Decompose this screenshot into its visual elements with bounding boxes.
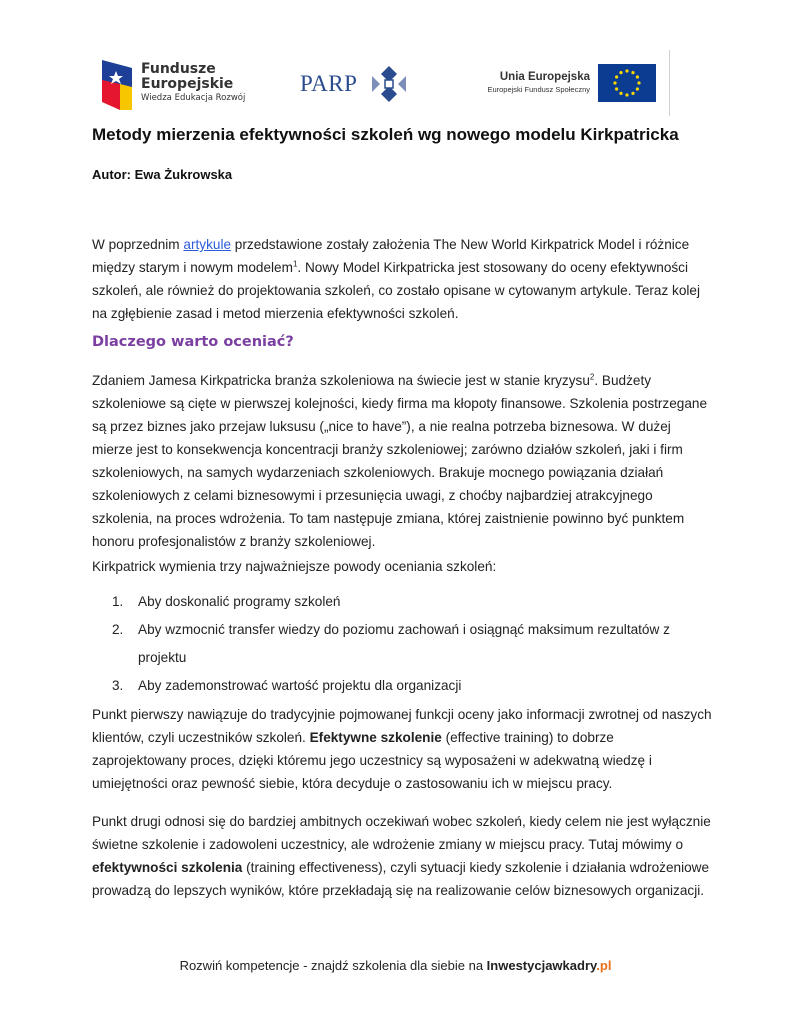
intro-text-end: . Nowy Model Kirkpatricka jest stosowany do oceny efektywności szkoleń, ale również do projektowania szkoleń, co zostało opisane w cytowanym artykule. Teraz kolej na zgłębienie zasad i metod mierzenia efektywności szkoleń.: [92, 260, 700, 321]
fe-logo-line1: Fundusze: [141, 61, 216, 77]
parp-arrows-icon: [368, 64, 410, 104]
logo-header: [100, 50, 670, 116]
list-item-number: 2.: [112, 622, 124, 637]
list-item-text: Aby zademonstrować wartość projektu dla organizacji: [138, 678, 462, 693]
crisis-text-end: . Budżety szkoleniowe są cięte w pierwszej kolejności, kiedy firma ma kłopoty finansowe. Szkolenia postrzegane są przez biznes jako przejaw luksusu („nice to have”), a nie realna potrzeba biznesowa. W dużej mierze jest to konsekwencja koncentracji branży szkoleniowej; zarówno działów szkoleń, jaki i firm szkoleniowych, na samych wydarzeniach szkoleniowych. Brakuje mocnego powiązania działań szkoleniowych z celami biznesowymi i przesunięcia uwagi, z choćby najbardziej atrakcyjnego szkolenia, na proces wdrożenia. To tam następuje zmiana, której zaistnienie powinno być punktem honoru profesjonalistów z branży szkoleniowej.: [92, 373, 708, 549]
footer-site-name[interactable]: Inwestycjawkadry: [486, 958, 597, 973]
crisis-text-start: Zdaniem Jamesa Kirkpatricka branża szkoleniowa na świecie jest w stanie kryzysu: [92, 373, 590, 388]
parp-logo: [300, 64, 412, 104]
point-two-text-start: Punkt drugi odnosi się do bardziej ambitnych oczekiwań wobec szkoleń, kiedy celem nie jest wyłącznie świetne szkolenie i zadowoleni uczestnicy, ale wdrożenie zmiany w miejscu pracy. Tutaj mówimy o: [92, 814, 711, 852]
header-divider: [669, 50, 670, 116]
intro-text-mid: przedstawione zostały założenia The New World Kirkpatrick Model i różnice między starym i nowym modelem: [92, 237, 690, 275]
section-heading: Dlaczego warto oceniać?: [92, 334, 294, 350]
point-one-text-end: (effective training) to dobrze zaprojektowany proces, dzięki któremu jego uczestnicy są wyposażeni w adekwatną wiedzę i umiejętności oraz pewność siebie, która decyduje o zastosowaniu ich w miejscu pracy.: [92, 730, 652, 791]
training-effectiveness-term: efektywności szkolenia: [92, 860, 243, 875]
list-item: [112, 616, 698, 672]
ue-logo-title: Unia Europejska: [499, 71, 590, 83]
eu-flag-icon: [598, 64, 656, 102]
crisis-paragraph: [92, 369, 712, 553]
point-two-text-end: (training effectiveness), czyli sytuacji kiedy szkolenie i działania wdrożeniowe prowadzą do lepszych wyników, które przekładają się na realizowanie celów biznesowych organizacji.: [92, 860, 710, 898]
page-footer: [0, 958, 791, 973]
article-author: Autor: Ewa Żukrowska: [92, 167, 233, 182]
previous-article-link[interactable]: artykule: [183, 237, 232, 252]
intro-paragraph: [92, 233, 712, 325]
point-one-text-start: Punkt pierwszy nawiązuje do tradycyjnie pojmowanej funkcji oceny jako informacji zwrotnej od naszych klientów, czyli uczestników szkoleń.: [92, 707, 712, 745]
fe-logo-line2: Europejskie: [141, 76, 234, 92]
article-title: Metody mierzenia efektywności szkoleń wg nowego modelu Kirkpatricka: [92, 125, 679, 144]
list-item: [112, 588, 712, 616]
list-item-number: 3.: [112, 678, 124, 693]
fundusze-europejskie-logo: [100, 58, 260, 112]
point-two-paragraph: [92, 810, 712, 902]
unia-europejska-logo: [482, 56, 660, 112]
footnote-ref-2[interactable]: 2: [589, 372, 595, 382]
footnote-ref-1[interactable]: 1: [292, 259, 298, 269]
list-item: [112, 672, 712, 700]
footer-text: Rozwiń kompetencje - znajdź szkolenia dla siebie na: [179, 958, 487, 973]
parp-logo-text: PARP: [300, 71, 358, 96]
effective-training-term: Efektywne szkolenie: [309, 730, 442, 745]
list-intro: Kirkpatrick wymienia trzy najważniejsze powody oceniania szkoleń:: [92, 559, 497, 574]
fundusze-europejskie-emblem-icon: [100, 58, 134, 112]
list-item-number: 1.: [112, 594, 124, 609]
reasons-list: [112, 588, 712, 700]
list-item-text: Aby doskonalić programy szkoleń: [138, 594, 341, 609]
point-one-paragraph: [92, 703, 712, 795]
list-item-text: Aby wzmocnić transfer wiedzy do poziomu zachowań i osiągnąć maksimum rezultatów z projektu: [138, 622, 670, 665]
ue-logo-subtitle: Europejski Fundusz Społeczny: [487, 85, 590, 94]
intro-text-start: W poprzednim: [92, 237, 184, 252]
footer-site-domain[interactable]: .pl: [596, 958, 612, 973]
fe-logo-tagline: Wiedza Edukacja Rozwój: [141, 93, 246, 103]
